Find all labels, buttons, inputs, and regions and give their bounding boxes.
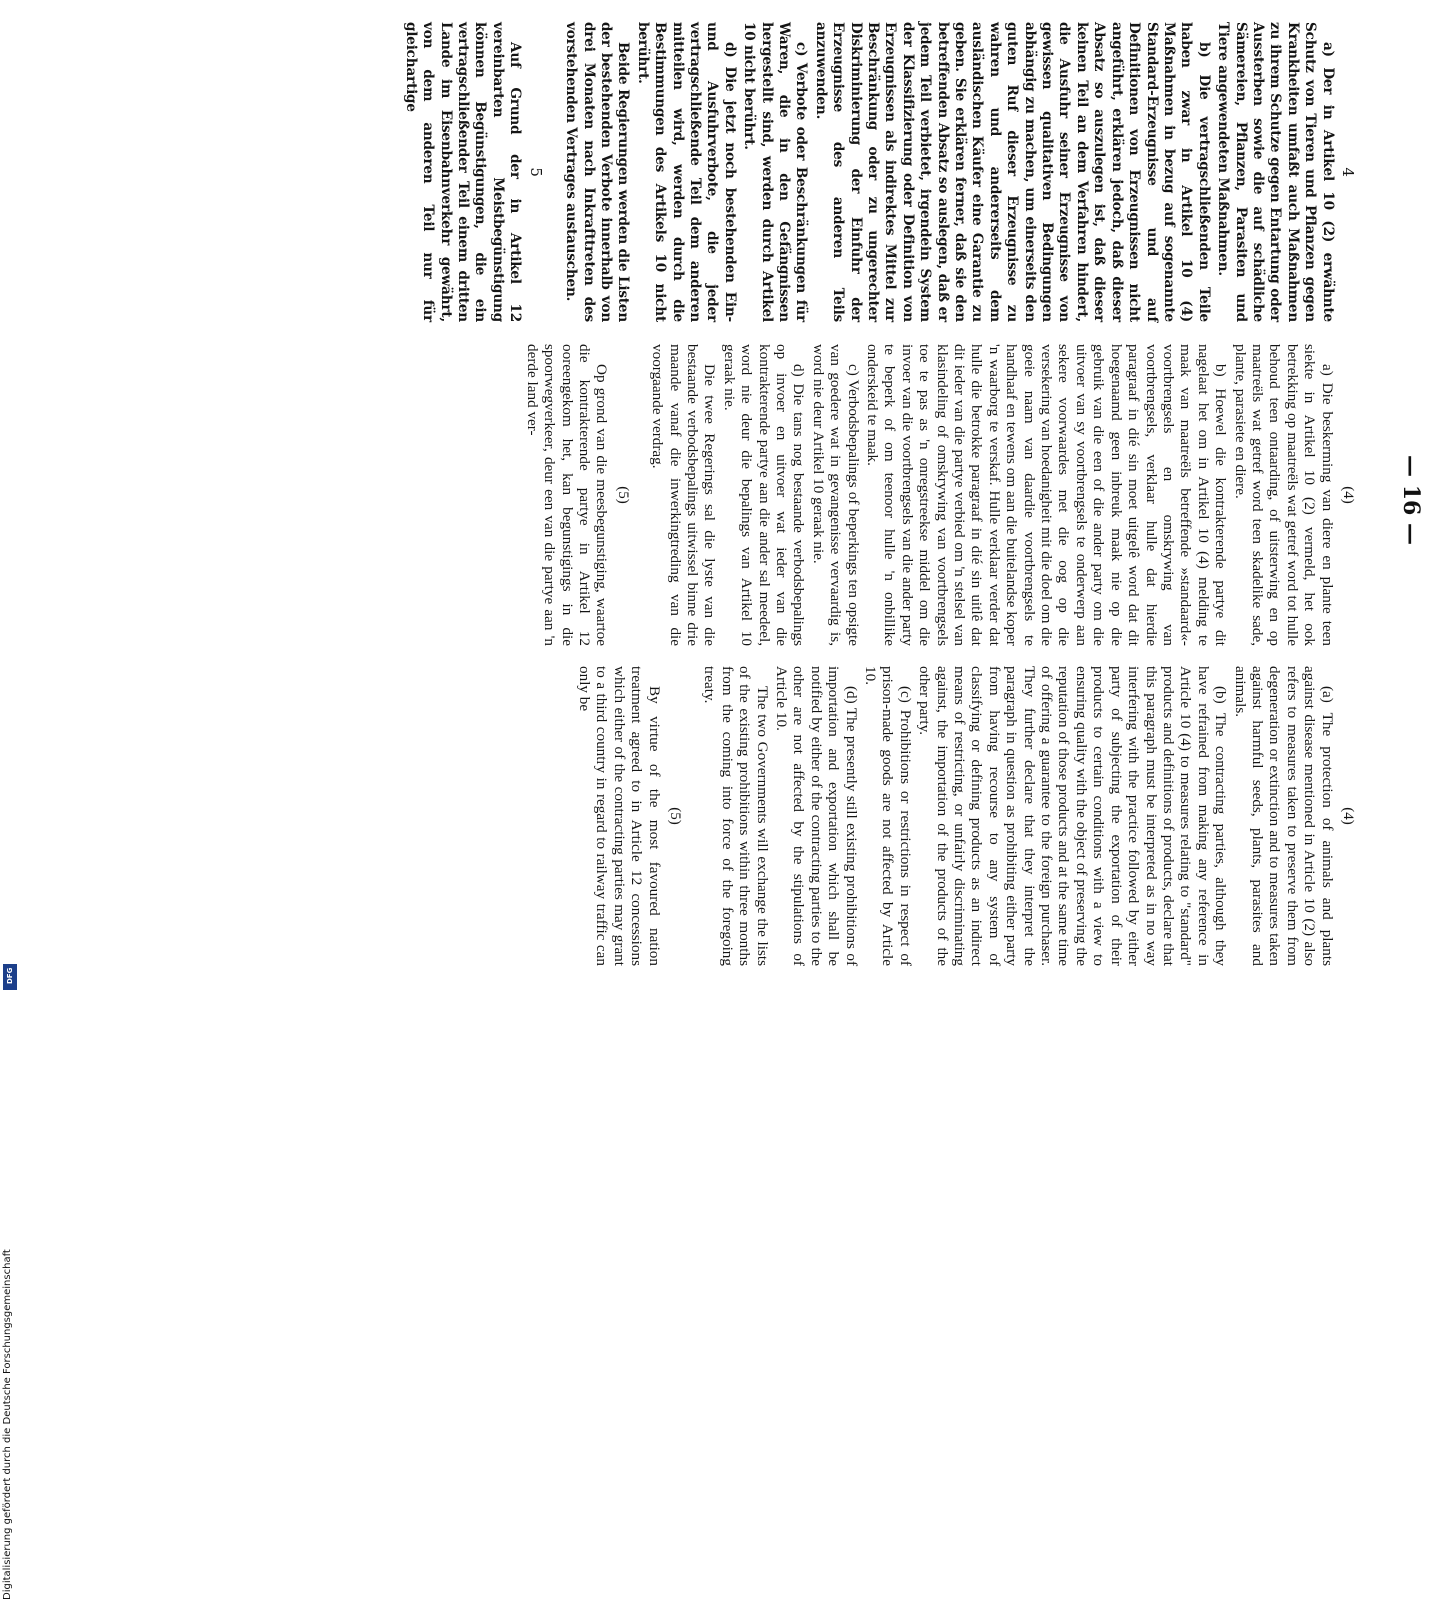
english-paragraph-b: (b) The contracting parties, although they have refrained from making any reference in Article 10 (4) to measures relating to "standard" products and definitions of products, declare that this paragraph must be interpreted as in no way interfering with the practice followed by either party of subjecting the exportation of their products to certain conditions with a view to ensuring quality with the object of preserving the reputation of those products and at the same time of offering a guarantee to the foreign purchaser. They further declare that they interpret the paragraph in question as prohibiting either party from having recourse to any system of classifying or defining products as an indirect means of restricting, or unfairly discriminating against, the importation of the products of the other party. xyxy=(916,666,1230,966)
german-paragraph-d: d) Die jetzt noch bestehenden Ein- und Ausfuhrverbote, die jeder vertragschließende Teil dem anderen mitteilen wird, werden durch die Bestimmungen des Artikels 10 nicht berührt. xyxy=(634,22,738,322)
afrikaans-section-5-text: Op grond van die meesbegunstiging, waartoe die kontrakterende partye in Artikel 12 ooreengekom het, kan begunstigings in die spoorwegverkeer, deur een van die partye aan 'n derde land ver- xyxy=(523,344,611,646)
page-number: — 16 — xyxy=(1398,455,1424,545)
english-section-4-heading: (4) xyxy=(1340,807,1356,825)
english-paragraph-c: (c) Prohibitions or restrictions in respect of prison-made goods are not affected by Article 10. xyxy=(862,666,914,966)
english-column xyxy=(574,666,1356,966)
english-section-5-heading: (5) xyxy=(666,807,683,825)
afrikaans-paragraph-e: Die twee Regerings sal die lyste van die bestaande verbodsbepalings uitwissel binne drie maande vanaf die inwerkingtreding van die voorgaande verdrag. xyxy=(649,344,719,646)
afrikaans-column xyxy=(521,344,1356,646)
afrikaans-paragraph-b: b) Hoewel die kontrakterende partye dit nagelaat het om in Artikel 10 (4) melding te maak van maatreëls betreffende »standaard«-voortbrengsels en omskrywing van voortbrengsels, verklaar hulle dat hierdie paragraaf in dié sin moet uitgelê word dat dit hoegenaamd geen inbreuk maak nie op die gebruik van die een of die ander party om die uitvoer van sy voortbrengsels te onderwerp aan sekere voorwaardes met die oog op die versekering van hoedanigheit mit die doel om die goeie naam van daardie voortbrengsels te handhaaf en tewens om aan die buitelandse koper 'n waarborg te verskaf. Hulle verklaar verder dat hulle die betrokke paragraaf in dié sin uitlê dat dit ieder van die partye verbied om 'n stelsel van klasindeling of omskrywing van voortbrengsels toe te pas as 'n onregstreekse middel om die invoer van die voortbrengsels van die ander party te beperk of om teenoor hulle 'n onbillike onderskeid te maak. xyxy=(864,344,1230,646)
afrikaans-section-5-heading: (5) xyxy=(614,486,631,504)
dfg-logo-icon: DFG xyxy=(3,964,17,990)
german-section-5-heading: 5 xyxy=(526,167,545,177)
digitization-credit-strip xyxy=(0,604,24,1600)
german-section-4-heading: 4 xyxy=(1339,167,1357,177)
german-paragraph-e: Beide Regierungen werden die Listen der bestehenden Verbote innerhalb von drei Monaten nach Inkrafttreten des vorstehenden Vertrages austauschen. xyxy=(563,22,632,322)
english-paragraph-a: (a) The protection of animals and plants against disease mentioned in Article 10 (2) also refers to measures taken to preserve them from degeneration or extinction and to measures taken against harmful seeds, plants, parasites and animals. xyxy=(1231,666,1336,966)
english-paragraph-e: The two Governments will exchange the lists of the existing prohibitions within three months from the coming into force of the foregoing treaty. xyxy=(701,666,771,966)
german-paragraph-a: a) Der in Artikel 10 (2) erwähnte Schutz von Tieren und Pflanzen gegen Krankheiten umfaßt auch Maßnahmen zu ihrem Schutze gegen Entartung oder Aussterben sowie die auf schädliche Sämereien, Pflanzen, Parasiten und Tiere angewendeten Maßnahmen. xyxy=(1215,22,1336,322)
german-paragraph-b: b) Die vertragschließenden Teile haben zwar in Artikel 10 (4) Maßnahmen in bezug auf sogenannte Standard-Erzeugnisse und auf Definitionen von Erzeugnissen nicht angeführt, erklären jedoch, daß dieser Absatz so auszulegen ist, daß dieser keinen Teil an dem Verfahren hindert, die Ausfuhr seiner Erzeugnisse von gewissen qualitativen Bedingungen abhängig zu machen, um einerseits den guten Ruf dieser Erzeugnisse zu wahren und andererseits dem ausländischen Käufer eine Garantie zu geben. Sie erklären ferner, daß sie den betreffenden Absatz so auslegen, daß er jedem Teil verbietet, irgendein System der Klassifizierung oder Definition von Erzeugnissen als indirektes Mittel zur Beschränkung oder zu ungerechter Diskriminierung der Einfuhr der Erzeugnisse des anderen Teils anzuwenden. xyxy=(812,22,1212,322)
afrikaans-paragraph-d: d) Die tans nog bestaande verbodsbepalings op invoer en uitvoer wat ieder van die kontrakterende partye aan die ander sal meedeel, word nie deur die bepalings van Artikel 10 geraak nie. xyxy=(720,344,808,646)
english-section-5-text: By virtue of the most favoured nation treatment agreed to in Article 12 concessions which either of the contracting parties may grant to a third country in regard to railway traffic can only be xyxy=(575,666,663,966)
digitization-credit-text: Digitalisierung gefördert durch die Deutsche Forschungsgemeinschaft xyxy=(2,1249,13,1600)
german-paragraph-c: c) Verbote oder Beschränkungen für Waren, die in den Gefängnissen hergestellt sind, werden durch Artikel 10 nicht berührt. xyxy=(741,22,810,322)
german-column xyxy=(399,22,1356,322)
afrikaans-section-4-heading: (4) xyxy=(1340,486,1356,504)
afrikaans-paragraph-a: a) Die beskerming van diere en plante teen siekte in Artikel 10 (2) vermeld, het ook betrekking op maatreëls wat getref word tot hulle behoud teen ontaarding, of uitsterwing en op maatreëls wat getref word teen skadelike sade, plante, parasiete en diere. xyxy=(1231,344,1336,646)
german-section-5-text: Auf Grund der in Artikel 12 vereinbarten Meistbegünstigung können Begünstigungen, die ein vertragschließender Teil einem dritten Lande im Eisenbahnverkehr gewährt, von dem anderen Teil nur für gleichartige xyxy=(402,22,524,322)
afrikaans-paragraph-c: c) Verbodsbepalings of beperkings ten opsigte van goedere wat in gevangenisse vervaardig is, word nie deur Artikel 10 geraak nie. xyxy=(809,344,862,646)
english-paragraph-d: (d) The presently still existing prohibitions of importation and exportation which shall be notified by either of the contracting parties to the other are not affected by the stipulations of Article 10. xyxy=(773,666,860,966)
